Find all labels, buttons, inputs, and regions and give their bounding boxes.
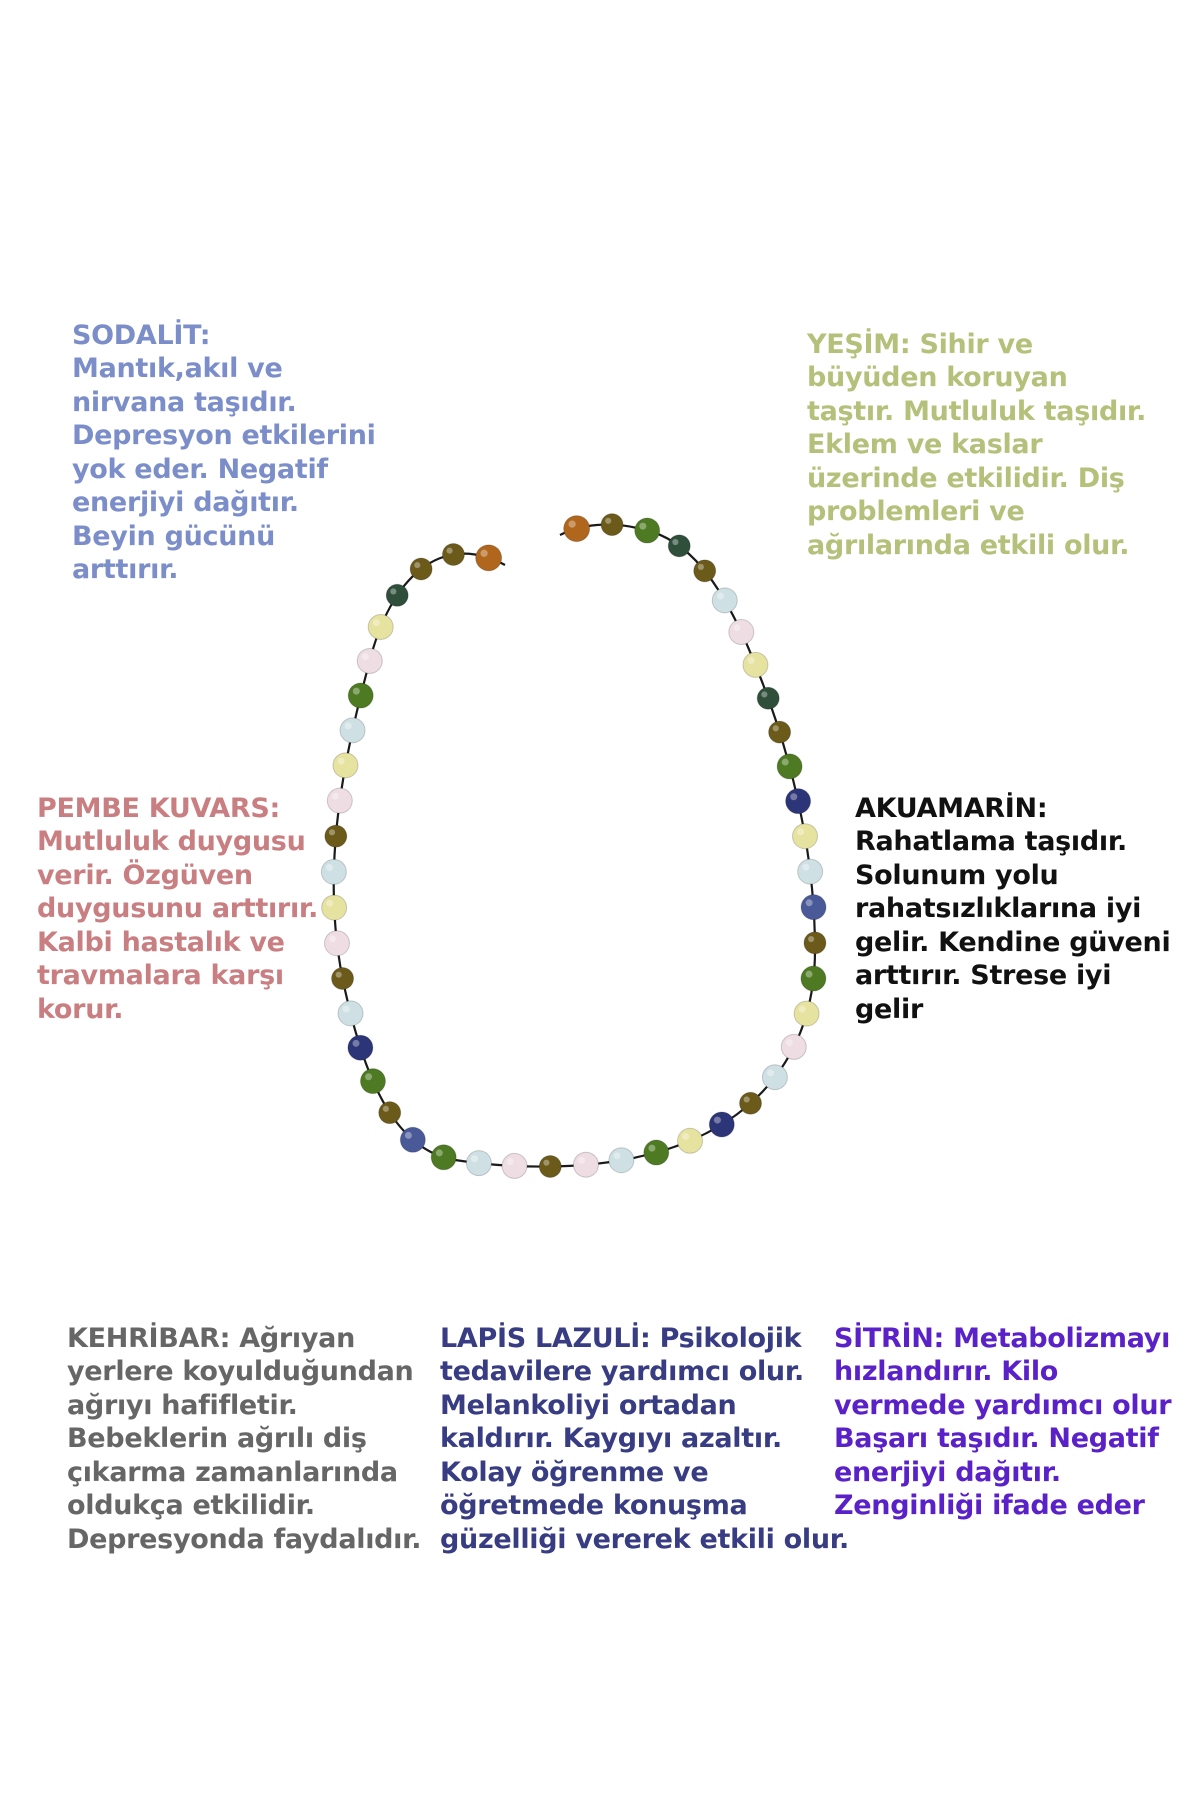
kehribar-title: KEHRİBAR: — [67, 1322, 231, 1354]
bead-lapis — [348, 1035, 373, 1060]
pembe-kuvars-title: PEMBE KUVARS: — [37, 792, 280, 824]
sitrin-description: Metabolizmayı hızlandırır. Kilo vermede yardımcı olur Başarı taşıdır. Negatif enerjiyi dağıtır. Zenginliği ifade eder — [834, 1322, 1172, 1521]
bead-aquamarine — [762, 1065, 787, 1090]
kehribar-text — [67, 1288, 421, 1556]
bead-rose-quartz — [357, 648, 382, 673]
bead-highlight — [802, 864, 809, 871]
bead-highlight — [682, 1133, 689, 1140]
bead-highlight — [338, 757, 345, 764]
bead-highlight — [773, 725, 779, 731]
bead-clasp-amber — [564, 516, 590, 542]
bead-rose-quartz — [327, 788, 352, 813]
bead-moss-agate — [757, 687, 779, 709]
bead-highlight — [767, 1069, 774, 1076]
bead-citrine — [678, 1128, 703, 1153]
bead-citrine — [743, 652, 768, 677]
bead-highlight — [365, 1073, 372, 1080]
bead-highlight — [345, 722, 352, 729]
lapis-lazuli-title: LAPİS LAZULİ: — [440, 1322, 651, 1354]
bead-highlight — [717, 592, 724, 599]
bead-jade — [777, 754, 802, 779]
bead-highlight — [806, 899, 813, 906]
bead-amber — [539, 1155, 561, 1177]
bead-highlight — [543, 1160, 549, 1166]
bead-highlight — [714, 1117, 721, 1124]
bead-clasp-amber — [476, 545, 502, 571]
bead-amber — [694, 560, 716, 582]
bead-highlight — [648, 1145, 655, 1152]
bead-highlight — [782, 759, 789, 766]
bead-highlight — [748, 657, 755, 664]
bead-aquamarine — [340, 718, 365, 743]
bead-moss-agate — [386, 584, 408, 606]
bead-highlight — [373, 619, 380, 626]
bead-aquamarine — [798, 859, 823, 884]
bead-highlight — [578, 1157, 585, 1164]
bead-amber — [804, 932, 826, 954]
bead-lapis — [786, 789, 811, 814]
bead-rose-quartz — [324, 931, 349, 956]
bead-lapis — [709, 1112, 734, 1137]
bead-highlight — [806, 971, 813, 978]
bead-sodalite — [400, 1127, 425, 1152]
bead-highlight — [744, 1096, 750, 1102]
yesim-title: YEŞİM: — [807, 328, 911, 360]
bead-highlight — [761, 691, 767, 697]
sodalit-text — [72, 285, 376, 587]
bead-highlight — [332, 793, 339, 800]
bead-highlight — [471, 1155, 478, 1162]
bead-aquamarine — [321, 859, 346, 884]
bead-highlight — [343, 1005, 350, 1012]
bead-highlight — [733, 624, 740, 631]
akuamarin-description: Rahatlama taşıdır. Solunum yolu rahatsızlıklarına iyi gelir. Kendine güveni arttırır. Strese iyi gelir — [855, 826, 1171, 1025]
bead-rose-quartz — [729, 620, 754, 645]
bead-highlight — [605, 518, 611, 524]
bead-jade — [801, 966, 826, 991]
pembe-kuvars-description: Mutluluk duygusu verir. Özgüven duygusunu arttırır. Kalbi hastalık ve travmalara karşı korur. — [37, 826, 319, 1025]
bead-citrine — [793, 824, 818, 849]
bead-amber — [769, 721, 791, 743]
bead-highlight — [390, 588, 396, 594]
bead-highlight — [353, 1040, 360, 1047]
bead-jade — [360, 1069, 385, 1094]
akuamarin-text — [855, 758, 1170, 1026]
bead-amber — [601, 514, 623, 536]
sitrin-title: SİTRİN: — [834, 1322, 945, 1354]
bead-highlight — [480, 550, 487, 557]
kehribar-description: Ağrıyan yerlere koyulduğundan ağrıyı hafifletir. Bebeklerin ağrılı diş çıkarma zamanlarında oldukça etkilidir. Depresyonda faydalıdır. — [67, 1322, 422, 1555]
bead-rose-quartz — [502, 1153, 527, 1178]
bead-amber — [332, 968, 354, 990]
akuamarin-title: AKUAMARİN: — [855, 792, 1048, 824]
sitrin-text — [834, 1288, 1171, 1523]
bead-highlight — [568, 520, 575, 527]
bead-citrine — [794, 1001, 819, 1026]
yesim-text — [807, 294, 1146, 562]
bead-highlight — [414, 562, 420, 568]
bead-highlight — [672, 539, 678, 545]
bead-highlight — [329, 935, 336, 942]
bead-highlight — [797, 828, 804, 835]
bead-jade — [644, 1140, 669, 1165]
bead-highlight — [326, 900, 333, 907]
bead-highlight — [639, 523, 646, 530]
bead-citrine — [322, 895, 347, 920]
bead-highlight — [799, 1006, 806, 1013]
bead-citrine — [368, 614, 393, 639]
bead-aquamarine — [712, 588, 737, 613]
bead-highlight — [329, 829, 335, 835]
bead-rose-quartz — [573, 1152, 598, 1177]
bead-jade — [431, 1145, 456, 1170]
bead-highlight — [614, 1152, 621, 1159]
bead-amber — [740, 1092, 762, 1114]
bead-amber — [410, 558, 432, 580]
bead-citrine — [333, 753, 358, 778]
bead-aquamarine — [609, 1148, 634, 1173]
bead-highlight — [383, 1106, 389, 1112]
bead-moss-agate — [668, 535, 690, 557]
bead-group — [321, 514, 826, 1179]
yesim-description: Sihir ve büyüden koruyan taştır. Mutluluk taşıdır. Eklem ve kaslar üzerinde etkilidir. Diş problemleri ve ağrılarında etkili olur. — [807, 328, 1147, 561]
bead-amber — [325, 825, 347, 847]
bead-aquamarine — [338, 1001, 363, 1026]
bead-jade — [635, 518, 660, 543]
bead-highlight — [698, 564, 704, 570]
bead-jade — [348, 683, 373, 708]
bead-highlight — [362, 653, 369, 660]
sodalit-title: SODALİT: — [72, 319, 211, 351]
bead-highlight — [353, 688, 360, 695]
bead-highlight — [790, 793, 797, 800]
bead-rose-quartz — [781, 1034, 806, 1059]
bead-highlight — [326, 864, 333, 871]
pembe-kuvars-text — [37, 758, 318, 1026]
bead-highlight — [507, 1158, 514, 1165]
bead-highlight — [405, 1132, 412, 1139]
bead-highlight — [436, 1149, 443, 1156]
bead-highlight — [336, 972, 342, 978]
lapis-lazuli-description: Psikolojik tedavilere yardımcı olur. Melankoliyi ortadan kaldırır. Kaygıyı azaltır. Kolay öğrenme ve öğretmede konuşma güzelliği vererek etkili olur. — [440, 1322, 849, 1555]
bead-aquamarine — [466, 1151, 491, 1176]
bead-amber — [442, 544, 464, 566]
bead-highlight — [786, 1039, 793, 1046]
bead-amber — [379, 1102, 401, 1124]
sodalit-description: Mantık,akıl ve nirvana taşıdır. Depresyon etkilerini yok eder. Negatif enerjiyi dağıtır. Beyin gücünü arttırır. — [72, 353, 376, 585]
lapis-lazuli-text — [440, 1288, 849, 1556]
bead-highlight — [808, 936, 814, 942]
bead-highlight — [446, 548, 452, 554]
bead-sodalite — [801, 895, 826, 920]
